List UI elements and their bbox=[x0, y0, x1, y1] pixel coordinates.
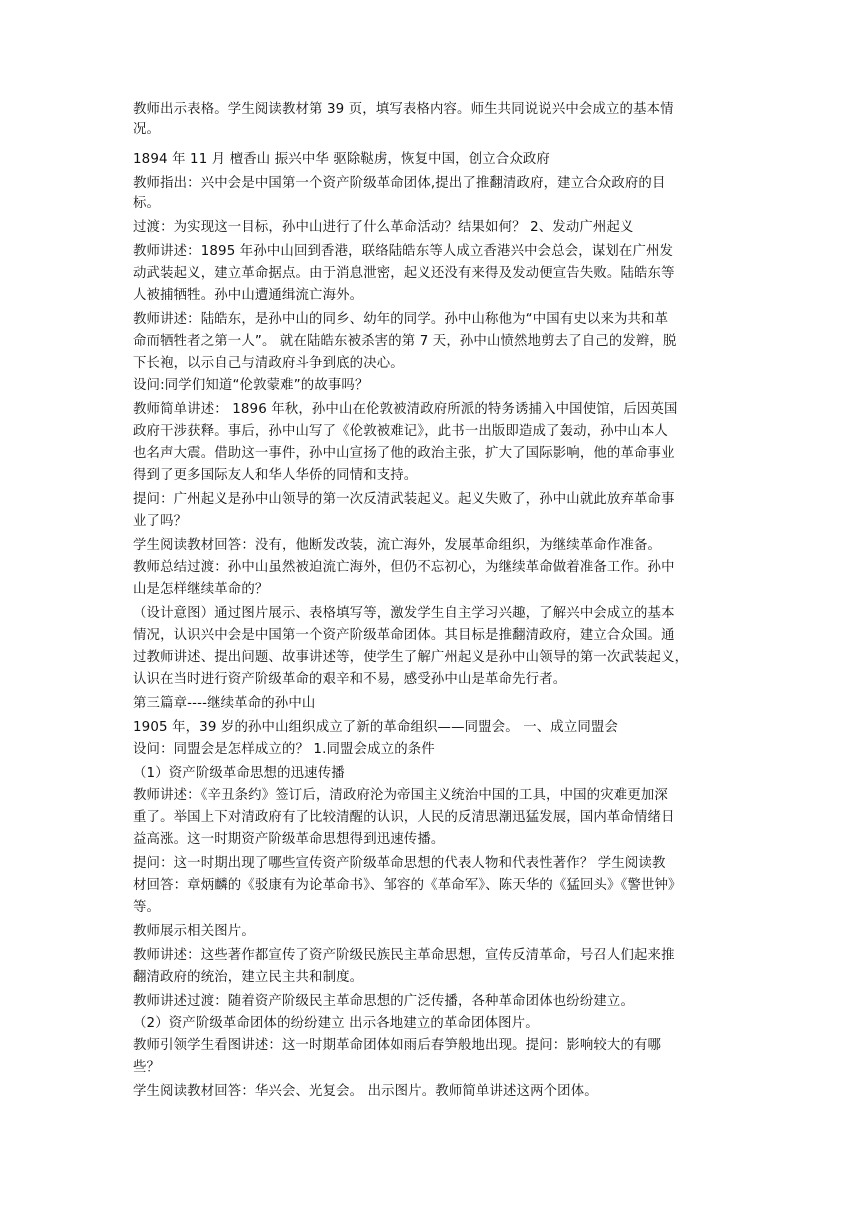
text-line: 情况，认识兴中会是中国第一个资产阶级革命团体。其目标是推翻清政府，建立合众国。通 bbox=[133, 628, 675, 643]
text-line: 设问：同盟会是怎样成立的？ 1.同盟会成立的条件 bbox=[133, 742, 435, 757]
text-line: 过渡：为实现这一目标，孙中山进行了什么革命活动？结果如何？ 2、发动广州起义 bbox=[133, 220, 634, 235]
text-line: 教师讲述：陆皓东，是孙中山的同乡、幼年的同学。孙中山称他为“中国有史以来为共和革 bbox=[133, 312, 669, 327]
text-line: 标。 bbox=[133, 196, 161, 211]
text-line: 教师讲述过渡：随着资产阶级民主革命思想的广泛传播，各种革命团体也纷纷建立。 bbox=[133, 994, 635, 1009]
text-line: 教师引领学生看图讲述：这一时期革命团体如雨后春笋般地出现。提问：影响较大的有哪 bbox=[133, 1038, 662, 1053]
text-line: 等。 bbox=[133, 900, 161, 915]
text-line: 学生阅读教材回答：没有，他断发改装，流亡海外，发展革命组织，为继续革命作准备。 bbox=[133, 538, 662, 553]
text-line: 教师讲述：1895 年孙中山回到香港，联络陆皓东等人成立香港兴中会总会，谋划在广州发 bbox=[133, 244, 674, 259]
text-line: 人被捕牺牲。孙中山遭通缉流亡海外。 bbox=[133, 288, 364, 303]
text-line: 1905 年，39 岁的孙中山组织成立了新的革命组织——同盟会。 一、成立同盟会 bbox=[133, 720, 618, 735]
text-line: 学生阅读教材回答：华兴会、光复会。 出示图片。教师简单讲述这两个团体。 bbox=[133, 1084, 598, 1099]
text-line: 教师出示表格。学生阅读教材第 39 页，填写表格内容。师生共同说说兴中会成立的基本情 bbox=[133, 102, 674, 117]
text-line: 命而牺牲者之第一人”。 就在陆皓东被杀害的第 7 天，孙中山愤然地剪去了自己的发辫，脱 bbox=[133, 334, 677, 349]
text-line: 教师指出：兴中会是中国第一个资产阶级革命团体,提出了推翻清政府，建立合众政府的目 bbox=[133, 176, 666, 191]
text-line: 过教师讲述、提出问题、故事讲述等，使学生了解广州起义是孙中山领导的第一次武装起义， bbox=[133, 650, 689, 665]
text-line: 业了吗？ bbox=[133, 514, 188, 529]
text-line: 设问:同学们知道“伦敦蒙难”的故事吗？ bbox=[133, 378, 369, 393]
text-line: 益高涨。这一时期资产阶级革命思想得到迅速传播。 bbox=[133, 832, 445, 847]
text-line: 也名声大震。借助这一事件，孙中山宣扬了他的政治主张，扩大了国际影响，他的革命事业 bbox=[133, 446, 675, 461]
text-line: 重了。举国上下对清政府有了比较清醒的认识，人民的反清思潮迅猛发展，国内革命情绪日 bbox=[133, 810, 675, 825]
text-line: 认识在当时进行资产阶级革命的艰辛和不易，感受孙中山是革命先行者。 bbox=[133, 672, 567, 687]
text-line: （设计意图）通过图片展示、表格填写等，激发学生自主学习兴趣，了解兴中会成立的基本 bbox=[133, 606, 675, 621]
text-line: 提问：这一时期出现了哪些宣传资产阶级革命思想的代表人物和代表性著作？ 学生阅读教 bbox=[133, 856, 666, 871]
text-line: 教师讲述：这些著作都宣传了资产阶级民族民主革命思想，宣传反清革命，号召人们起来推 bbox=[133, 948, 675, 963]
text-line: 山是怎样继续革命的？ bbox=[133, 582, 269, 597]
text-line: 1894 年 11 月 檀香山 振兴中华 驱除鞑虏，恢复中国，创立合众政府 bbox=[133, 152, 550, 167]
text-line: 材回答：章炳麟的《驳康有为论革命书》、邹容的《革命军》、陈天华的《猛回头》《警世钟》 bbox=[133, 878, 682, 893]
text-line: 些？ bbox=[133, 1060, 161, 1075]
text-line: 提问：广州起义是孙中山领导的第一次反清武装起义。起义失败了，孙中山就此放弃革命事 bbox=[133, 492, 675, 507]
text-line: 教师简单讲述： 1896 年秋，孙中山在伦敦被清政府所派的特务诱捕入中国使馆，后因英国 bbox=[133, 402, 678, 417]
text-line: 翻清政府的统治，建立民主共和制度。 bbox=[133, 970, 364, 985]
text-line: 下长袍，以示自己与清政府斗争到底的决心。 bbox=[133, 356, 404, 371]
text-line: 况。 bbox=[133, 122, 161, 137]
section-heading: 第三篇章----继续革命的孙中山 bbox=[133, 696, 316, 711]
text-line: 教师讲述：《辛丑条约》签订后，清政府沦为帝国主义统治中国的工具，中国的灾难更加深 bbox=[133, 788, 668, 803]
text-line: 政府干涉获释。事后，孙中山写了《伦敦被难记》，此书一出版即造成了轰动，孙中山本人 bbox=[133, 424, 668, 439]
text-line: 教师展示相关图片。 bbox=[133, 924, 255, 939]
text-line: 教师总结过渡：孙中山虽然被迫流亡海外，但仍不忘初心，为继续革命做着准备工作。孙中 bbox=[133, 560, 675, 575]
text-line: 动武装起义，建立革命据点。由于消息泄密，起义还没有来得及发动便宣告失败。陆皓东等 bbox=[133, 266, 675, 281]
text-line: 得到了更多国际友人和华人华侨的同情和支持。 bbox=[133, 468, 418, 483]
text-line: （2）资产阶级革命团体的纷纷建立 出示各地建立的革命团体图片。 bbox=[133, 1016, 539, 1031]
text-line: （1）资产阶级革命思想的迅速传播 bbox=[133, 766, 345, 781]
